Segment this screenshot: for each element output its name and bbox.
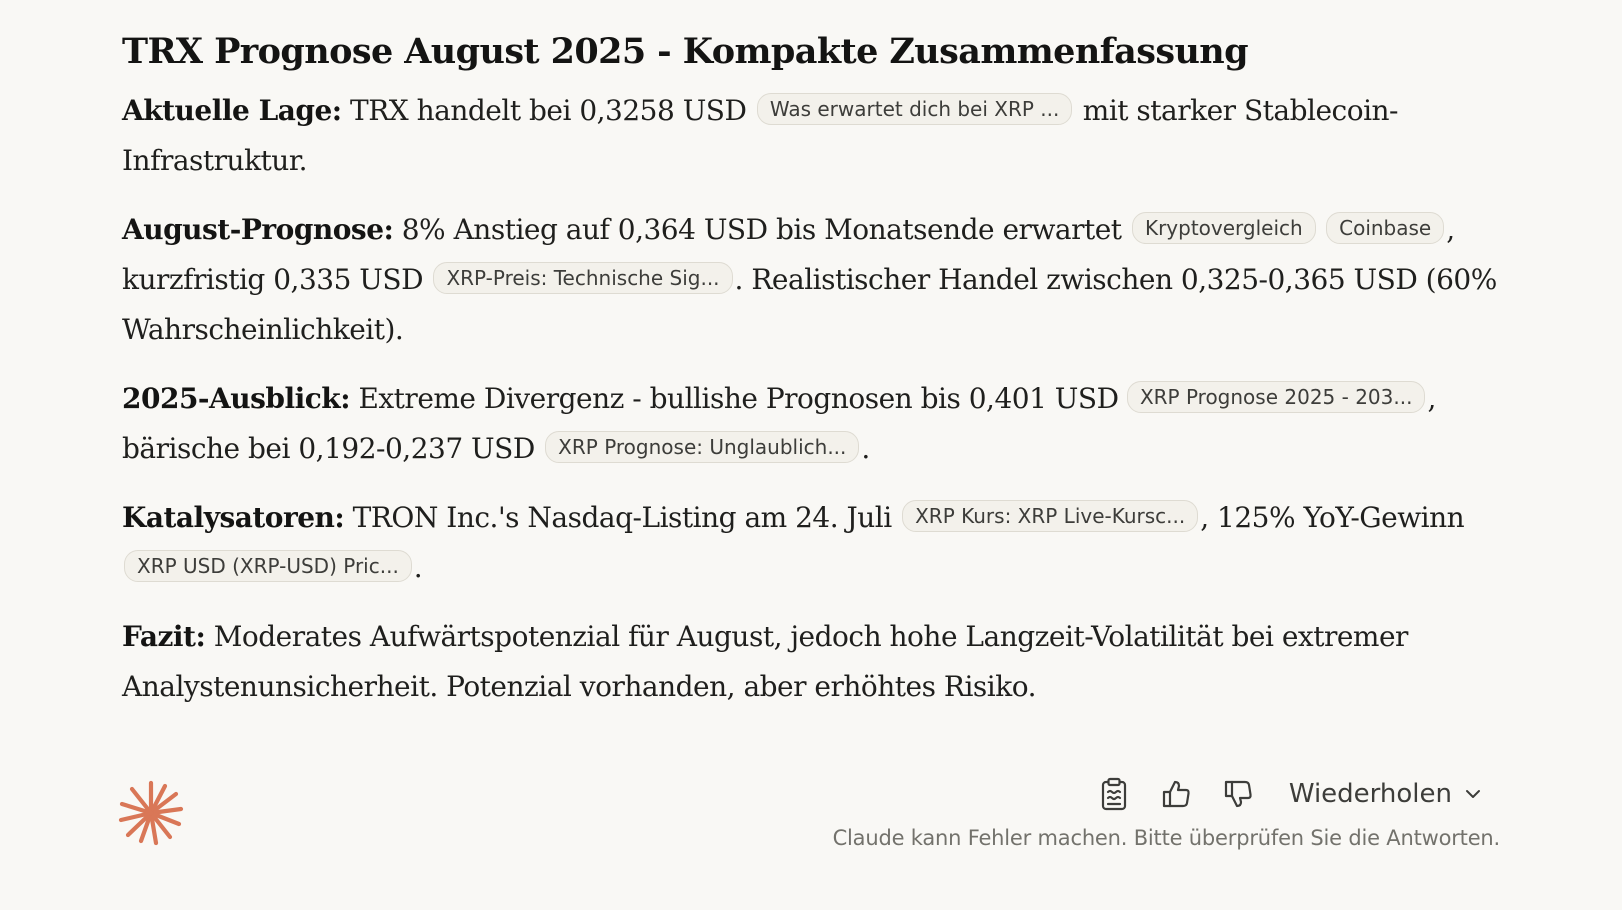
text: . — [413, 551, 423, 584]
citation-chip[interactable]: XRP USD (XRP-USD) Pric... — [124, 550, 412, 582]
citation-chip[interactable]: XRP-Preis: Technische Sig... — [433, 262, 732, 294]
text: TRON Inc.'s Nasdaq-Listing am 24. Juli — [344, 501, 901, 534]
text: 8% Anstieg auf 0,364 USD bis Monatsende erwartet — [393, 213, 1130, 246]
label-aktuelle-lage: Aktuelle Lage: — [122, 94, 342, 127]
assistant-message — [122, 22, 1502, 731]
citation-chip[interactable]: Was erwartet dich bei XRP ... — [757, 93, 1073, 125]
citation-chip[interactable]: XRP Prognose 2025 - 203... — [1127, 381, 1426, 413]
text: Extreme Divergenz - bullishe Prognosen bis 0,401 USD — [350, 382, 1127, 415]
retry-button[interactable] — [1289, 779, 1482, 809]
retry-label: Wiederholen — [1288, 779, 1452, 809]
clipboard-icon[interactable] — [1091, 771, 1137, 817]
citation-chip[interactable]: Coinbase — [1326, 212, 1444, 244]
paragraph-2025-ausblick — [122, 374, 1502, 474]
text: , kurzfristig 0,335 USD — [122, 213, 1455, 296]
thumbs-down-icon[interactable] — [1215, 771, 1261, 817]
label-katalysatoren: Katalysatoren: — [122, 501, 345, 534]
citation-chip[interactable]: XRP Kurs: XRP Live-Kursc... — [902, 500, 1198, 532]
thumbs-up-icon[interactable] — [1153, 771, 1199, 817]
label-2025-ausblick: 2025-Ausblick: — [122, 382, 351, 415]
chevron-down-icon — [1464, 788, 1482, 800]
paragraph-katalysatoren — [122, 493, 1502, 593]
text: . Realistischer Handel zwischen 0,325-0,365 USD (60% Wahrscheinlichkeit). — [122, 263, 1497, 346]
paragraph-august-prognose — [122, 205, 1502, 355]
label-fazit: Fazit: — [122, 620, 206, 653]
paragraph-fazit — [122, 612, 1502, 712]
citation-chip[interactable]: Kryptovergleich — [1132, 212, 1316, 244]
text: mit starker Stablecoin-Infrastruktur. — [122, 94, 1399, 177]
disclaimer-text: Claude kann Fehler machen. Bitte überprüfen Sie die Antworten. — [832, 826, 1500, 850]
citation-chip[interactable]: XRP Prognose: Unglaublich... — [545, 431, 859, 463]
claude-logo-icon — [118, 780, 184, 846]
message-actions — [1075, 770, 1482, 818]
text: Moderates Aufwärtspotenzial für August, jedoch hohe Langzeit-Volatilität bei extremer Analystenunsicherheit. Potenzial vorhanden, aber erhöhtes Risiko. — [122, 620, 1408, 703]
message-title: TRX Prognose August 2025 - Kompakte Zusammenfassung — [122, 31, 1249, 72]
text: , bärische bei 0,192-0,237 USD — [122, 382, 1436, 465]
text: TRX handelt bei 0,3258 USD — [341, 94, 755, 127]
label-august-prognose: August-Prognose: — [122, 213, 394, 246]
text: , 125% YoY-Gewinn — [1200, 501, 1465, 534]
text: . — [861, 432, 870, 465]
paragraph-aktuelle-lage — [122, 86, 1502, 186]
